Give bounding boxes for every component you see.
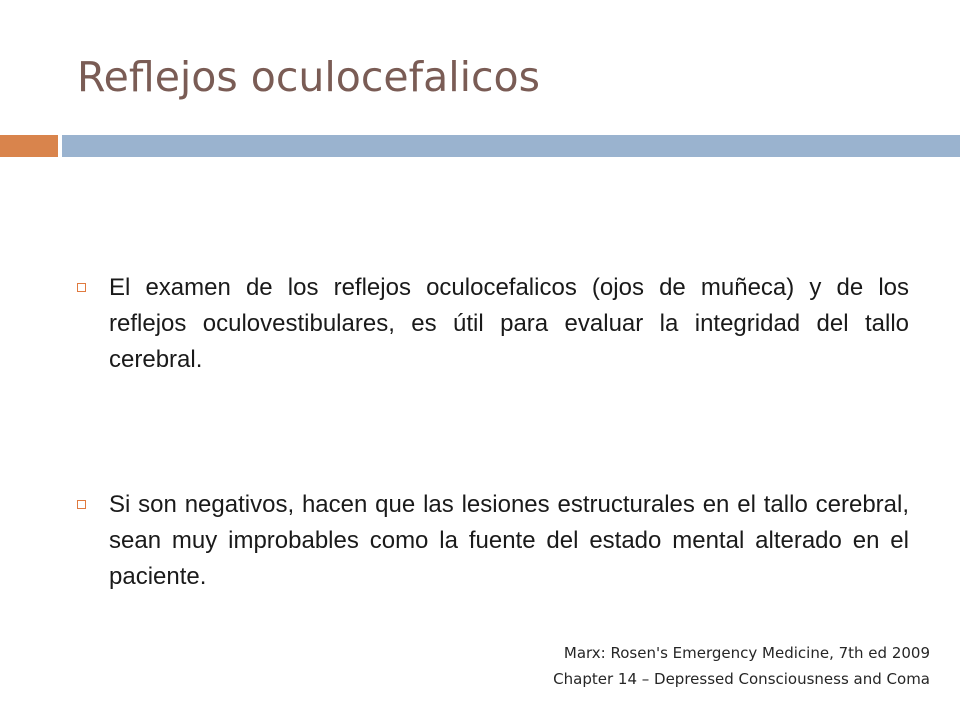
title-accent-bar [0, 135, 58, 157]
citation [553, 640, 930, 692]
slide-title: Reflejos oculocefalicos [77, 53, 540, 101]
square-bullet-icon [77, 283, 86, 292]
bullet-text: Si son negativos, hacen que las lesiones estructurales en el tallo cerebral, sean muy improbables como la fuente del estado mental alterado en el paciente. [109, 491, 909, 590]
title-underline-bar [62, 135, 960, 157]
citation-source: Marx: Rosen's Emergency Medicine, 7th ed 2009 [563, 644, 930, 662]
bullet-item-1 [73, 270, 909, 378]
bullet-item-2 [73, 487, 909, 595]
bullet-text: El examen de los reflejos oculocefalicos (ojos de muñeca) y de los reflejos oculovestibulares, es útil para evaluar la integridad del tallo cerebral. [109, 274, 909, 373]
square-bullet-icon [77, 500, 86, 509]
citation-chapter: Chapter 14 – Depressed Consciousness and Coma [553, 670, 930, 688]
